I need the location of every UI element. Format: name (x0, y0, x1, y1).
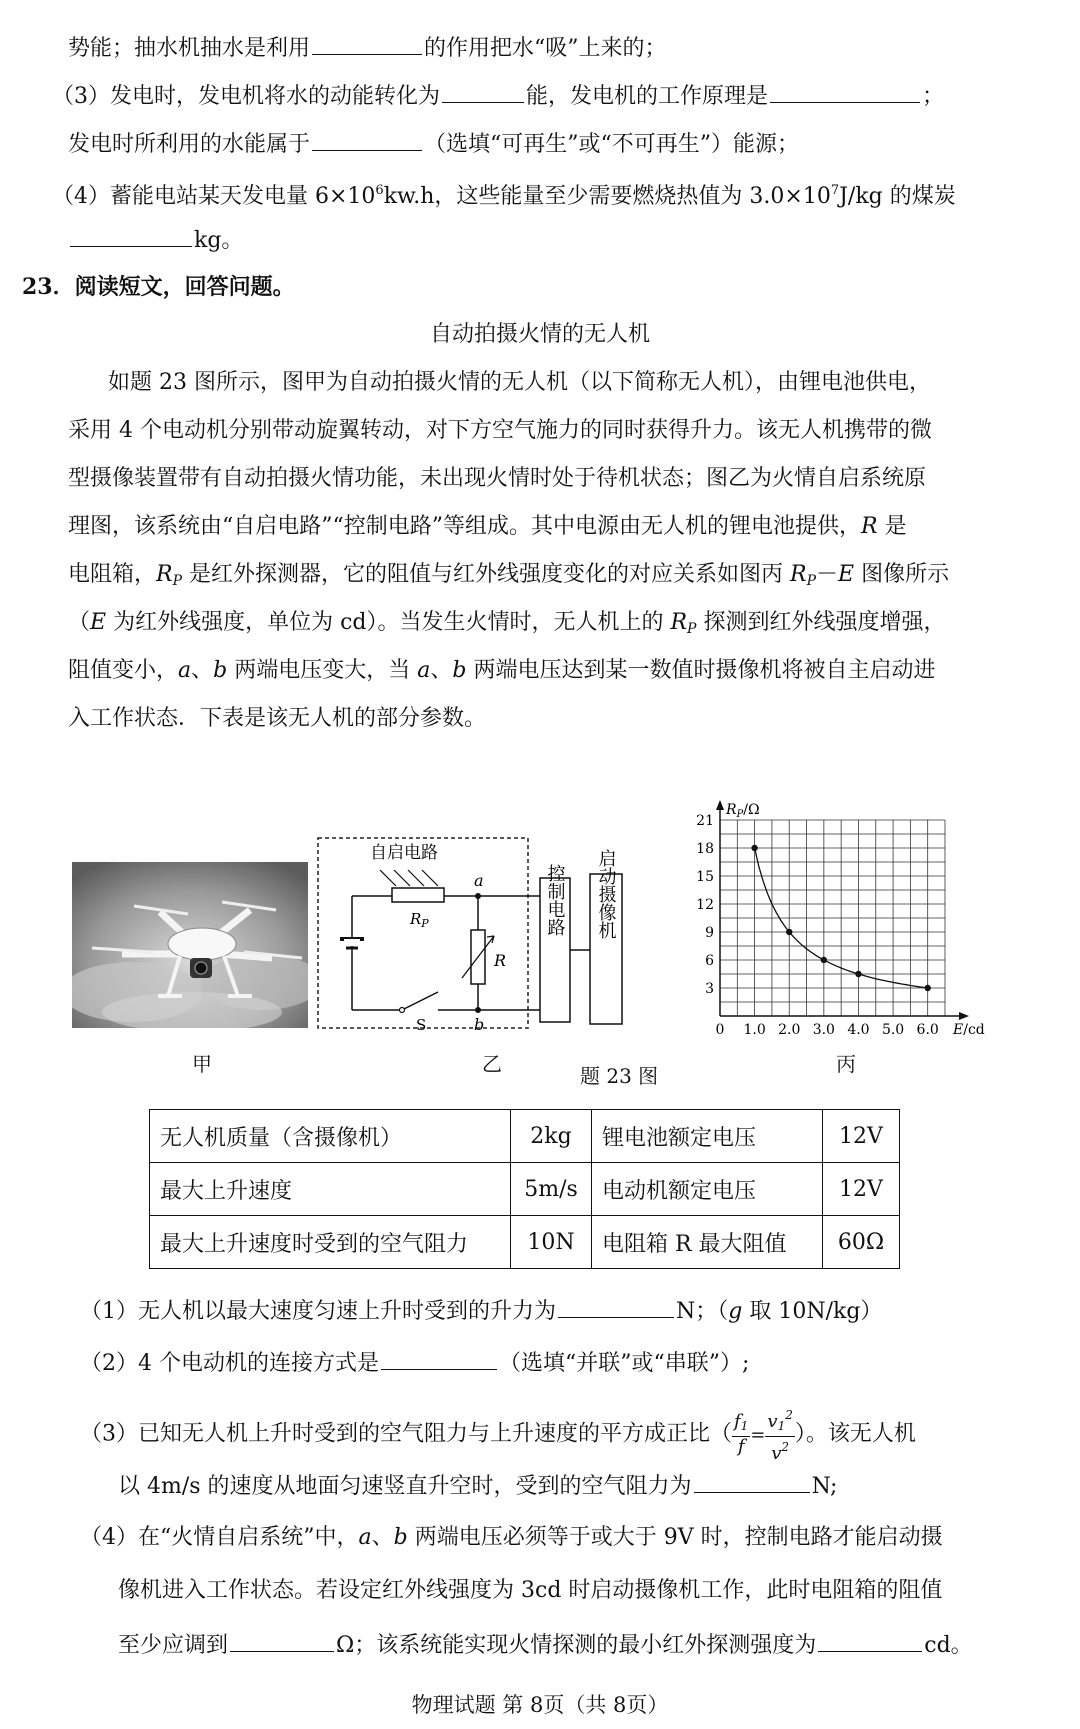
y-tick-label: 15 (696, 869, 714, 885)
text: 、 (191, 658, 214, 683)
answer-blank[interactable] (70, 224, 192, 247)
question-2 (80, 1347, 749, 1379)
text: （选填“并联”或“串联”）; (499, 1351, 750, 1376)
table-cell: 最大上升速度时受到的空气阻力 (150, 1216, 511, 1269)
equals: = (750, 1424, 766, 1446)
text: 以 4m/s 的速度从地面匀速竖直升空时，受到的空气阻力为 (118, 1474, 692, 1499)
y-tick-label: 3 (705, 981, 714, 997)
parameters-table (149, 1109, 900, 1269)
y-axis-arrow (716, 800, 724, 810)
table-cell: 12V (823, 1163, 900, 1216)
article-title: 自动拍摄火情的无人机 (429, 322, 650, 347)
answer-blank[interactable] (818, 1629, 922, 1652)
question-4-line-3 (118, 1629, 973, 1661)
circuit-diagram (310, 834, 670, 1034)
text: （3）已知无人机上升时受到的空气阻力与上升速度的平方成正比（ (80, 1421, 732, 1447)
text: 两端电压达到某一数值时摄像机将被自主启动进 (466, 658, 936, 683)
para-line-4 (68, 512, 907, 542)
x-axis-label: E/cd (953, 1022, 985, 1038)
symbol: R (790, 562, 807, 587)
answer-blank[interactable] (312, 32, 422, 55)
camera-label: 启动摄像机 (595, 849, 617, 939)
line-3 (68, 128, 799, 160)
line-4 (52, 176, 956, 212)
fraction-f: $\frac{f1}{f}$ (734, 1411, 749, 1457)
table-cell: 2kg (511, 1110, 592, 1163)
text: 图像所示 (854, 562, 950, 587)
data-point (751, 845, 757, 851)
question-23-heading (22, 272, 295, 302)
control-circuit-label: 控制电路 (544, 864, 566, 936)
r-label: R (494, 951, 507, 970)
text: cd。 (924, 1633, 973, 1658)
y-tick-label: 12 (696, 897, 714, 913)
page-footer: 物理试题 第 8页（共 8页） (411, 1693, 669, 1717)
symbol: R (156, 562, 173, 587)
table-row (150, 1216, 900, 1269)
rp-label: $R_P$ (410, 910, 429, 930)
text: N; (811, 1474, 838, 1499)
data-point (786, 929, 792, 935)
x-axis-arrow (959, 1012, 969, 1020)
text: 取 10N/kg） (742, 1299, 883, 1324)
answer-blank[interactable] (558, 1295, 674, 1318)
text: 阻值变小， (68, 658, 179, 683)
answer-blank[interactable] (312, 128, 422, 151)
y-tick-label: 9 (705, 925, 714, 941)
table-cell: 10N (511, 1216, 592, 1269)
superscript: 7 (830, 183, 840, 198)
label-jia: 甲 (192, 1052, 212, 1076)
answer-blank[interactable] (694, 1470, 810, 1493)
switch-s (400, 1008, 405, 1013)
data-point (855, 971, 861, 977)
x-tick-label: 5.0 (881, 1022, 905, 1038)
label-bing: 丙 (836, 1052, 856, 1076)
symbol: E (90, 610, 107, 635)
text: － (816, 562, 839, 587)
y-tick-label: 18 (696, 841, 714, 857)
infrared-detector-rp (392, 888, 444, 902)
text: 、 (430, 658, 453, 683)
symbol: b (452, 658, 467, 683)
line-2 (52, 80, 944, 112)
drone-photo (72, 862, 308, 1028)
question-1 (80, 1295, 882, 1327)
para-line-1: 如题 23 图所示，图甲为自动拍摄火情的无人机（以下简称无人机），由锂电池供电， (108, 370, 931, 395)
symbol: E (838, 562, 855, 587)
para-line-2: 采用 4 个电动机分别带动旋翼转动，对下方空气施力的同时获得升力。该无人机携带的微 (68, 418, 932, 443)
question-3 (80, 1405, 916, 1464)
answer-blank[interactable] (381, 1347, 497, 1370)
answer-blank[interactable] (770, 80, 920, 103)
subscript: P (172, 573, 183, 589)
text: （选填“可再生”或“不可再生”）能源； (424, 132, 800, 157)
line-5 (68, 224, 243, 256)
text: 电阻箱， (68, 562, 157, 587)
text: kg。 (194, 228, 244, 253)
symbol: a (358, 1525, 372, 1550)
x-tick-label: 4.0 (847, 1022, 870, 1038)
text: 至少应调到 (118, 1633, 229, 1658)
fraction-v: $\frac{v1^2}{v^2}$ (765, 1405, 794, 1464)
text: 能，发电机的工作原理是 (526, 84, 769, 109)
symbol: R (670, 610, 688, 635)
symbol: b (213, 658, 228, 683)
para-line-3: 型摄像装置带有自动拍摄火情功能，未出现火情时处于待机状态；图乙为火情自启系统原 (68, 466, 927, 491)
table-cell: 5m/s (511, 1163, 592, 1216)
text: ； (922, 84, 945, 109)
y-tick-label: 21 (696, 813, 714, 829)
para-line-6 (68, 608, 945, 644)
data-point (924, 985, 930, 991)
symbol: a (417, 658, 431, 683)
text: 两端电压必须等于或大于 9V 时，控制电路才能启动摄 (407, 1525, 943, 1550)
text: 两端电压变大，当 (227, 658, 418, 683)
table-row (150, 1163, 900, 1216)
node-a-label: a (474, 871, 484, 890)
text: J/kg 的煤炭 (839, 184, 956, 209)
symbol: a (178, 658, 192, 683)
table-cell: 12V (823, 1110, 900, 1163)
x-tick-label: 6.0 (916, 1022, 939, 1038)
data-point (821, 957, 827, 963)
text: 势能；抽水机抽水是利用 (68, 36, 311, 61)
line-1 (68, 32, 667, 64)
x-tick-label: 3.0 (812, 1022, 835, 1038)
y-tick-label: 6 (705, 953, 714, 969)
text: （3）发电时，发电机将水的动能转化为 (52, 84, 440, 109)
text: 是 (877, 514, 907, 539)
text: ）。该无人机 (794, 1421, 916, 1447)
text: 的作用把水“吸”上来的； (424, 36, 667, 61)
text: 发电时所利用的水能属于 (68, 132, 311, 157)
node-b-label: b (474, 1015, 485, 1034)
text: （ (68, 610, 91, 635)
x-tick-label: 2.0 (778, 1022, 801, 1038)
table-cell: 最大上升速度 (150, 1163, 511, 1216)
text: N；（ (676, 1299, 729, 1324)
text: kw.h，这些能量至少需要燃烧热值为 3.0×10 (383, 184, 831, 209)
subscript: P (687, 621, 697, 637)
question-4-line-2: 像机进入工作状态。若设定红外线强度为 3cd 时启动摄像机工作，此时电阻箱的阻值 (118, 1578, 943, 1603)
para-line-5 (68, 560, 949, 596)
question-4 (80, 1523, 943, 1553)
table-cell: 电动机额定电压 (592, 1163, 823, 1216)
answer-blank[interactable] (230, 1629, 334, 1652)
figure-caption: 题 23 图 (580, 1064, 659, 1088)
text: 为红外线强度，单位为 cd）。当发生火情时，无人机上的 (106, 610, 671, 635)
symbol: R (861, 514, 878, 539)
table-row (150, 1110, 900, 1163)
text: （2）4 个电动机的连接方式是 (80, 1351, 379, 1376)
x-tick-label: 1.0 (743, 1022, 766, 1038)
answer-blank[interactable] (442, 80, 524, 103)
text: （4）在“火情自启系统”中， (80, 1525, 359, 1550)
superscript: 6 (375, 183, 384, 198)
x-tick-label: 0 (715, 1022, 725, 1038)
table-cell: 锂电池额定电压 (592, 1110, 823, 1163)
text: 23．阅读短文，回答问题。 (22, 274, 295, 300)
switch-label: S (416, 1016, 427, 1034)
question-3-cont (118, 1470, 837, 1502)
text: 是红外探测器，它的阻值与红外线强度变化的对应关系如图丙 (182, 562, 791, 587)
text: Ω；该系统能实现火情探测的最小红外探测强度为 (336, 1633, 817, 1658)
table-cell: 电阻箱 R 最大阻值 (592, 1216, 823, 1269)
label-yi: 乙 (482, 1052, 502, 1076)
text: （1）无人机以最大速度匀速上升时受到的升力为 (80, 1299, 556, 1324)
text: 探测到红外线强度增强， (696, 610, 946, 635)
text: 、 (371, 1525, 394, 1550)
text: 理图，该系统由“自启电路”“控制电路”等组成。其中电源由无人机的锂电池提供， (68, 514, 861, 539)
circuit-box-title: 自启电路 (370, 843, 438, 863)
subscript: P (806, 573, 817, 589)
text: （4）蓄能电站某天发电量 6×10 (52, 184, 376, 209)
para-line-8: 入工作状态．下表是该无人机的部分参数。 (68, 706, 487, 731)
symbol: g (728, 1299, 743, 1324)
table-cell: 60Ω (823, 1216, 900, 1269)
para-line-7 (68, 656, 935, 686)
y-axis-label: $R_P/\Omega$ (726, 802, 760, 820)
table-cell: 无人机质量（含摄像机） (150, 1110, 511, 1163)
rp-e-chart (690, 792, 990, 1042)
symbol: b (393, 1525, 408, 1550)
